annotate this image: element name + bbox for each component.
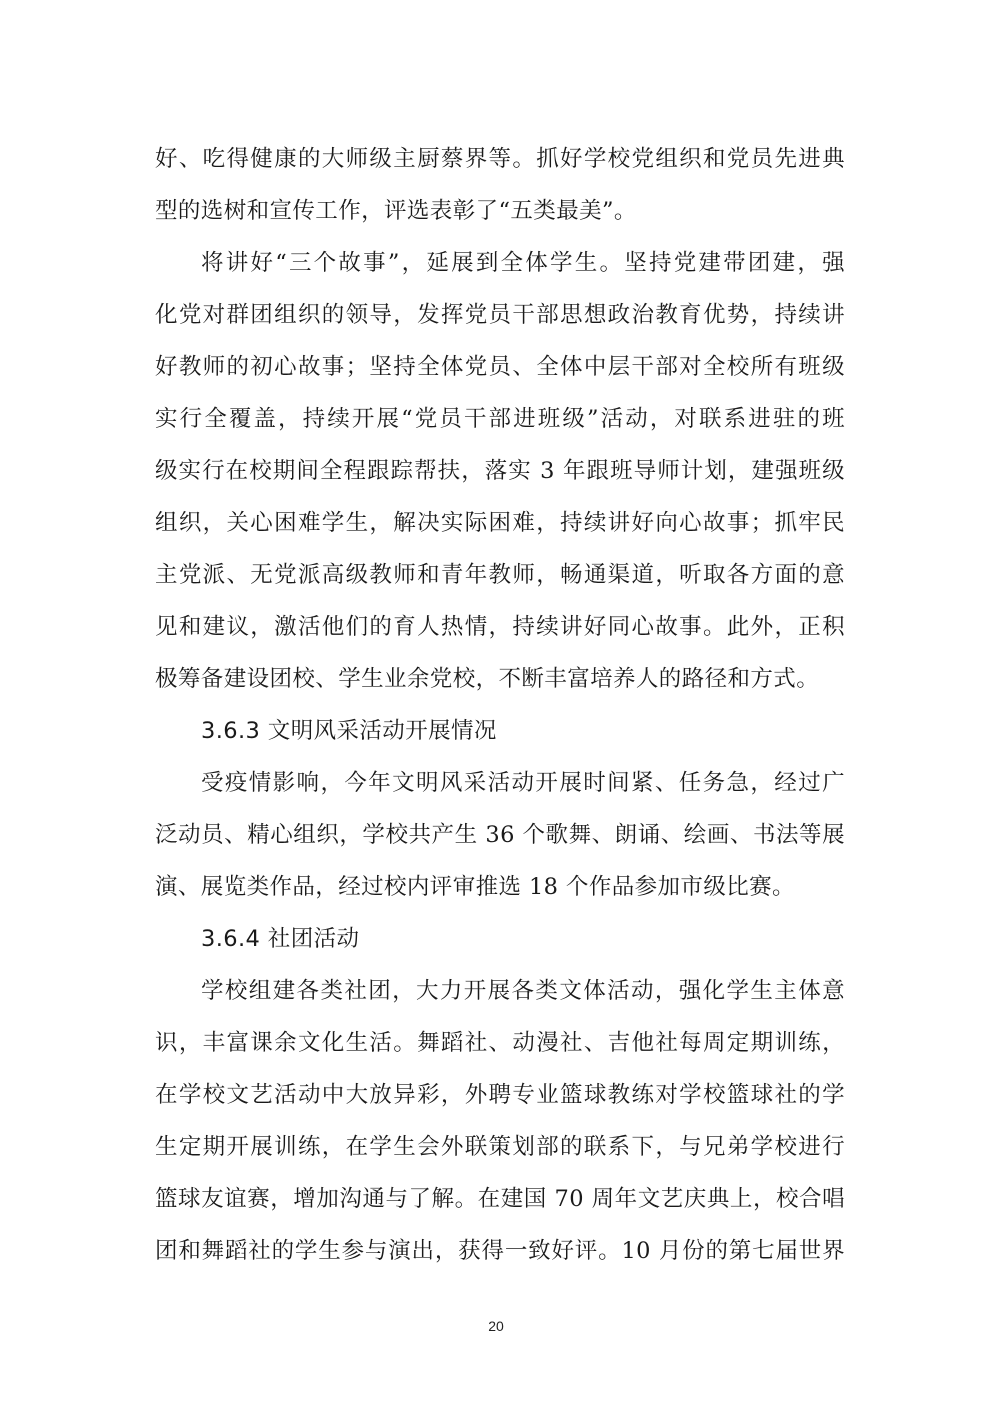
text-line: 演、展览类作品，经过校内评审推选 18 个作品参加市级比赛。: [155, 874, 795, 900]
text-line: 在学校文艺活动中大放异彩，外聘专业篮球教练对学校篮球社的学: [155, 1082, 845, 1108]
text-line: 级实行在校期间全程跟踪帮扶，落实 3 年跟班导师计划，建强班级: [155, 458, 845, 484]
text-line: 将讲好“三个故事”，延展到全体学生。坚持党建带团建，强: [201, 250, 845, 276]
text-line: 篮球友谊赛，增加沟通与了解。在建国 70 周年文艺庆典上，校合唱: [155, 1186, 845, 1212]
text-line: 主党派、无党派高级教师和青年教师，畅通渠道，听取各方面的意: [155, 562, 845, 588]
text-line: 型的选树和宣传工作，评选表彰了“五类最美”。: [155, 198, 637, 224]
document-body: [155, 133, 845, 1277]
paragraph: [155, 133, 845, 237]
section-heading: 3.6.3 文明风采活动开展情况: [201, 718, 497, 744]
text-line: 受疫情影响，今年文明风采活动开展时间紧、任务急，经过广: [201, 770, 845, 796]
text-line: 见和建议，激活他们的育人热情，持续讲好同心故事。此外，正积: [155, 614, 845, 640]
text-line: 识，丰富课余文化生活。舞蹈社、动漫社、吉他社每周定期训练，: [155, 1030, 845, 1056]
page-number: 20: [488, 1318, 504, 1334]
section-heading: 3.6.4 社团活动: [201, 926, 360, 952]
text-line: 泛动员、精心组织，学校共产生 36 个歌舞、朗诵、绘画、书法等展: [155, 822, 845, 848]
text-line: 学校组建各类社团，大力开展各类文体活动，强化学生主体意: [201, 978, 845, 1004]
text-line: 实行全覆盖，持续开展“党员干部进班级”活动，对联系进驻的班: [155, 406, 845, 432]
paragraph: [155, 757, 845, 913]
text-line: 团和舞蹈社的学生参与演出，获得一致好评。10 月份的第七届世界: [155, 1238, 845, 1264]
paragraph: [155, 237, 845, 705]
text-line: 生定期开展训练，在学生会外联策划部的联系下，与兄弟学校进行: [155, 1134, 845, 1160]
text-line: 好教师的初心故事；坚持全体党员、全体中层干部对全校所有班级: [155, 354, 845, 380]
text-line: 化党对群团组织的领导，发挥党员干部思想政治教育优势，持续讲: [155, 302, 845, 328]
text-line: 极筹备建设团校、学生业余党校，不断丰富培养人的路径和方式。: [155, 666, 820, 692]
paragraph: [155, 965, 845, 1277]
text-line: 好、吃得健康的大师级主厨蔡界等。抓好学校党组织和党员先进典: [155, 146, 845, 172]
text-line: 组织，关心困难学生，解决实际困难，持续讲好向心故事；抓牢民: [155, 510, 845, 536]
